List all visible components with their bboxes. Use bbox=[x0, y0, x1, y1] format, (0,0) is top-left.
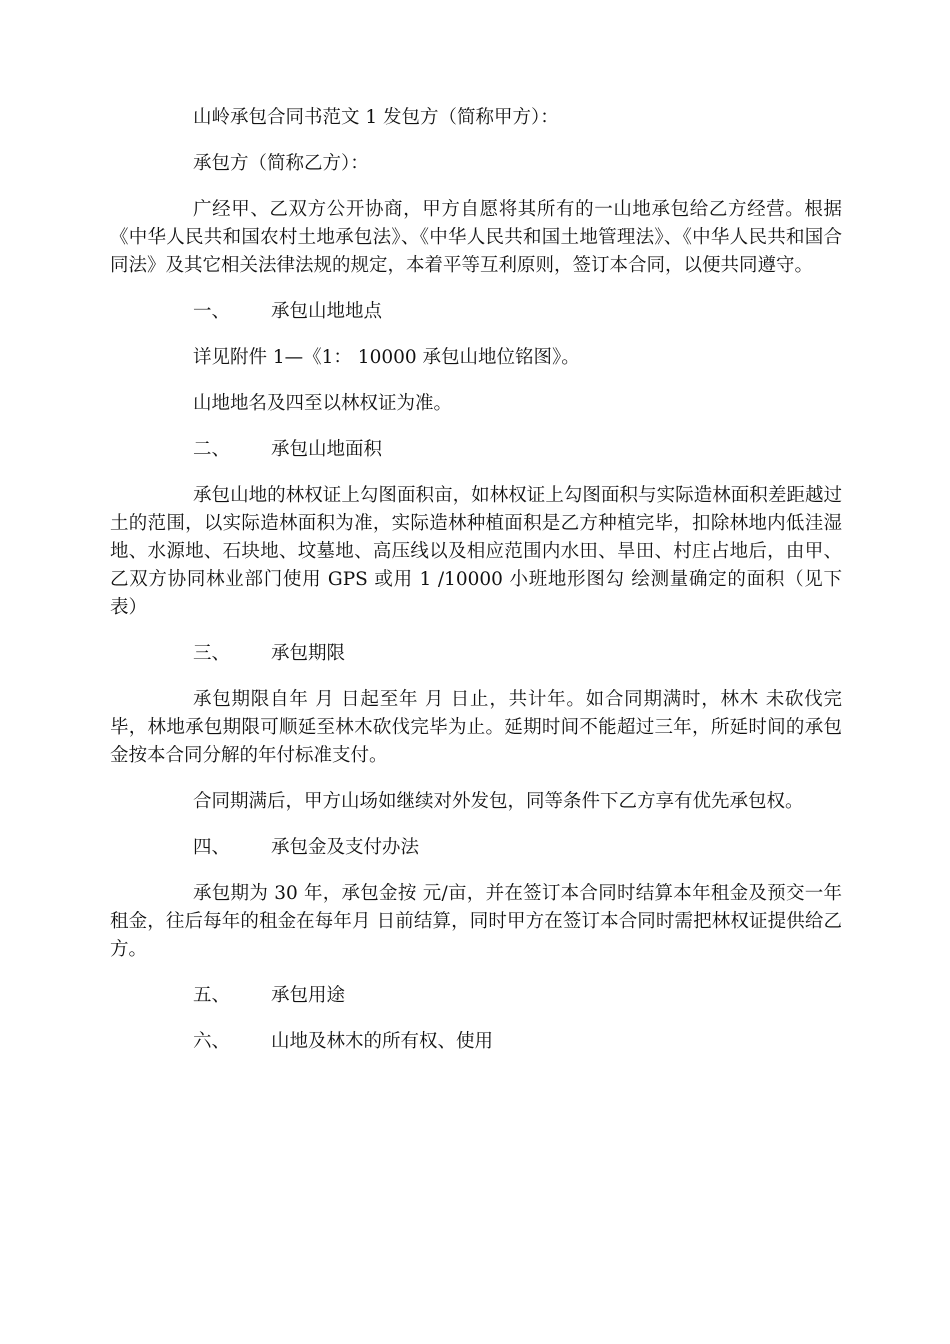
section-number: 一、 bbox=[193, 301, 231, 322]
section-paragraph: 承包期为 30 年，承包金按 元/亩，并在签订本合同时结算本年租金及预交一年租金，往后每年的租金在每年月 日前结算，同时甲方在签订本合同时需把林权证提供给乙方。 bbox=[110, 883, 842, 960]
section-number: 二、 bbox=[193, 439, 231, 460]
section-heading bbox=[110, 982, 842, 1010]
section-paragraph: 承包山地的林权证上勾图面积亩，如林权证上勾图面积与实际造林面积差距越过土的范围，以实际造林面积为准，实际造林种植面积是乙方种植完毕，扣除林地内低洼湿地、水源地、石块地、坟墓地、高压线以及相应范围内水田、旱田、村庄占地后，由甲、乙双方协同林业部门使用 GPS 或用 1 /10000 小班地形图勾 绘测量确定的面积（见下表） bbox=[110, 485, 842, 618]
section-title: 承包期限 bbox=[271, 643, 346, 664]
title-line: 山岭承包合同书范文 1 发包方（简称甲方）： bbox=[193, 107, 559, 128]
section-paragraph: 山地地名及四至以林权证为准。 bbox=[193, 393, 453, 414]
section-number: 四、 bbox=[193, 837, 231, 858]
section-heading bbox=[110, 436, 842, 464]
section-number: 五、 bbox=[193, 985, 231, 1006]
section-heading bbox=[110, 640, 842, 668]
section-paragraph: 承包期限自年 月 日起至年 月 日止，共计年。如合同期满时，林木 未砍伐完毕，林地承包期限可顺延至林木砍伐完毕为止。延期时间不能超过三年，所延时间的承包金按本合同分解的年付标准支付。 bbox=[110, 689, 842, 766]
section-title: 承包金及支付办法 bbox=[271, 837, 420, 858]
section-title: 承包山地面积 bbox=[271, 439, 383, 460]
section-title: 承包山地地点 bbox=[271, 301, 383, 322]
section-paragraph: 合同期满后，甲方山场如继续对外发包，同等条件下乙方享有优先承包权。 bbox=[193, 791, 804, 812]
party-b-line: 承包方（简称乙方）： bbox=[193, 153, 369, 174]
section-title: 山地及林木的所有权、使用 bbox=[271, 1031, 494, 1052]
section-title: 承包用途 bbox=[271, 985, 346, 1006]
section-number: 六、 bbox=[193, 1031, 231, 1052]
section-paragraph: 详见附件 1—《1： 10000 承包山地位铭图》。 bbox=[193, 347, 580, 368]
section-heading bbox=[110, 298, 842, 326]
section-heading bbox=[110, 834, 842, 862]
intro-paragraph: 广经甲、乙双方公开协商，甲方自愿将其所有的一山地承包给乙方经营。根据《中华人民共和国农村土地承包法》、《中华人民共和国土地管理法》、《中华人民共和国合同法》及其它相关法律法规的规定，本着平等互利原则，签订本合同，以便共同遵守。 bbox=[110, 199, 842, 276]
contract-body bbox=[110, 104, 842, 1074]
section-number: 三、 bbox=[193, 643, 231, 664]
section-heading bbox=[110, 1028, 842, 1056]
